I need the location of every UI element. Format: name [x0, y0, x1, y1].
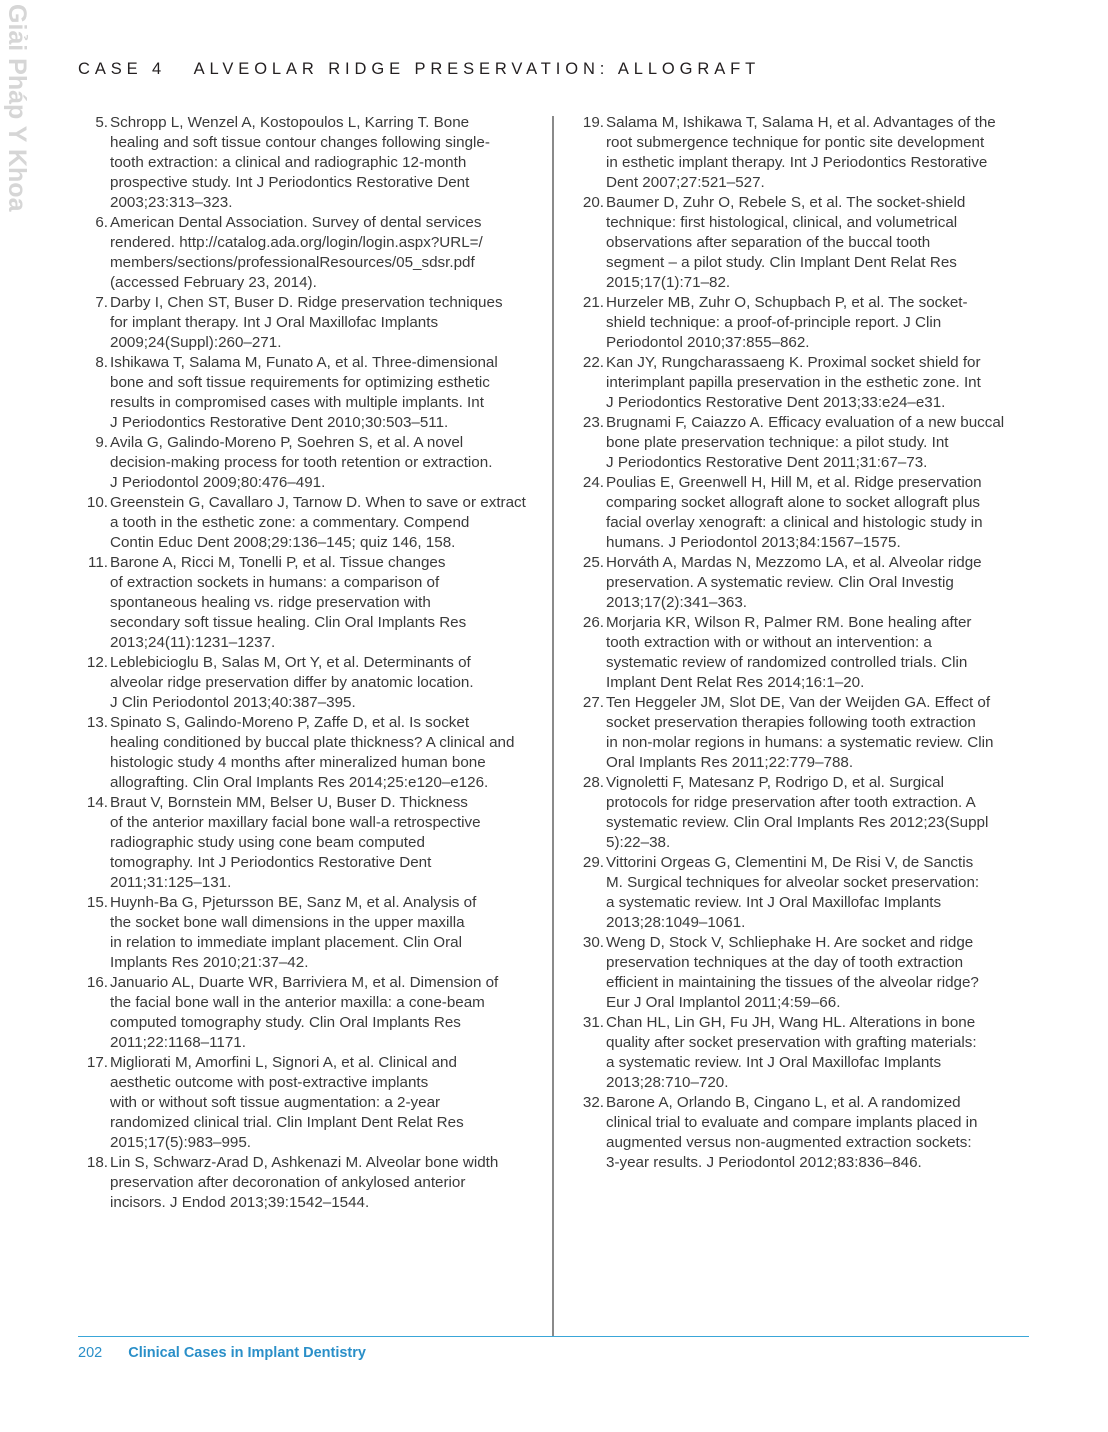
reference-item	[574, 1013, 1034, 1093]
reference-text: Greenstein G, Cavallaro J, Tarnow D. When to save or extract a tooth in the esthetic zone: a commentary. Compend Contin Educ Dent 2008;29:136–145; quiz 146, 158.	[110, 494, 526, 551]
reference-number: 31.	[582, 1014, 604, 1031]
reference-number: 32.	[582, 1094, 604, 1111]
reference-number: 12.	[86, 654, 108, 671]
reference-item	[78, 293, 540, 353]
reference-text: Januario AL, Duarte WR, Barriviera M, et al. Dimension of the facial bone wall in the anterior maxilla: a cone-beam computed tomography study. Clin Oral Implants Res 2011;22:1168–1171.	[110, 974, 499, 1051]
reference-item	[78, 113, 540, 213]
reference-number: 30.	[582, 934, 604, 951]
reference-text: Horváth A, Mardas N, Mezzomo LA, et al. Alveolar ridge preservation. A systematic review. Clin Oral Investig 2013;17(2):341–363.	[606, 554, 982, 611]
reference-number: 27.	[582, 694, 604, 711]
reference-text: Schropp L, Wenzel A, Kostopoulos L, Karring T. Bone healing and soft tissue contour changes following single- tooth extraction: a clinical and radiographic 12-month prospective study. Int J Periodontics Restorative Dent 2003;23:313–323.	[110, 114, 490, 211]
reference-item	[78, 493, 540, 553]
reference-number: 20.	[582, 194, 604, 211]
reference-number: 24.	[582, 474, 604, 491]
reference-item	[574, 193, 1034, 293]
reference-text: Leblebicioglu B, Salas M, Ort Y, et al. Determinants of alveolar ridge preservation differ by anatomic location. J Clin Periodontol 2013;40:387–395.	[110, 654, 474, 711]
running-head: CASE 4 ALVEOLAR RIDGE PRESERVATION: ALLOGRAFT	[78, 60, 761, 78]
reference-item	[574, 613, 1034, 693]
reference-item	[574, 113, 1034, 193]
reference-number: 26.	[582, 614, 604, 631]
reference-item	[78, 893, 540, 973]
reference-list-right	[574, 113, 1034, 1173]
reference-text: Morjaria KR, Wilson R, Palmer RM. Bone healing after tooth extraction with or without an intervention: a systematic review of randomized controlled trials. Clin Implant Dent Relat Res 2014;16:1–20.	[606, 614, 972, 691]
reference-item	[78, 653, 540, 713]
reference-number: 19.	[582, 114, 604, 131]
reference-number: 22.	[582, 354, 604, 371]
reference-list-left	[78, 113, 540, 1213]
page-footer	[78, 1345, 366, 1361]
reference-text: Huynh-Ba G, Pjetursson BE, Sanz M, et al. Analysis of the socket bone wall dimensions in the upper maxilla in relation to immediate implant placement. Clin Oral Implants Res 2010;21:37–42.	[110, 894, 477, 971]
reference-number: 10.	[86, 494, 108, 511]
reference-text: Baumer D, Zuhr O, Rebele S, et al. The socket-shield technique: first histological, clinical, and volumetrical observations after separation of the buccal tooth segment – a pilot study. Clin Implant Dent Relat Res 2015;17(1):71–82.	[606, 194, 966, 291]
reference-text: Vignoletti F, Matesanz P, Rodrigo D, et al. Surgical protocols for ridge preservation after tooth extraction. A systematic review. Clin Oral Implants Res 2012;23(Suppl 5):22–38.	[606, 774, 989, 851]
reference-number: 28.	[582, 774, 604, 791]
reference-text: Avila G, Galindo-Moreno P, Soehren S, et al. A novel decision-making process for tooth retention or extraction. J Periodontol 2009;80:476–491.	[110, 434, 493, 491]
reference-text: Brugnami F, Caiazzo A. Efficacy evaluation of a new buccal bone plate preservation technique: a pilot study. Int J Periodontics Restorative Dent 2011;31:67–73.	[606, 414, 1005, 471]
reference-item	[78, 553, 540, 653]
reference-number: 5.	[95, 114, 108, 131]
reference-number: 7.	[95, 294, 108, 311]
book-title: Clinical Cases in Implant Dentistry	[128, 1345, 366, 1361]
reference-text: Darby I, Chen ST, Buser D. Ridge preservation techniques for implant therapy. Int J Oral Maxillofac Implants 2009;24(Suppl):260–271.	[110, 294, 503, 351]
reference-item	[574, 553, 1034, 613]
reference-number: 16.	[86, 974, 108, 991]
reference-item	[574, 1093, 1034, 1173]
reference-number: 21.	[582, 294, 604, 311]
reference-text: Ishikawa T, Salama M, Funato A, et al. Three-dimensional bone and soft tissue requirements for optimizing esthetic results in compromised cases with multiple implants. Int J Periodontics Restorative Dent 2010;30:503–511.	[110, 354, 498, 431]
reference-number: 14.	[86, 794, 108, 811]
reference-item	[574, 933, 1034, 1013]
reference-item	[574, 353, 1034, 413]
page-number: 202	[78, 1345, 103, 1361]
reference-item	[78, 713, 540, 793]
reference-item	[574, 293, 1034, 353]
watermark-logo-text: Giải Pháp Y Khoa	[3, 4, 31, 212]
reference-item	[78, 1053, 540, 1153]
reference-text: Kan JY, Rungcharassaeng K. Proximal socket shield for interimplant papilla preservation in the esthetic zone. Int J Periodontics Restorative Dent 2013;33:e24–e31.	[606, 354, 981, 411]
reference-item	[78, 433, 540, 493]
reference-text: Braut V, Bornstein MM, Belser U, Buser D. Thickness of the anterior maxillary facial bone wall-a retrospective radiographic study using cone beam computed tomography. Int J Periodontics Restorative Dent 2011;31:125–131.	[110, 794, 481, 891]
reference-number: 6.	[95, 214, 108, 231]
reference-number: 25.	[582, 554, 604, 571]
reference-item	[574, 413, 1034, 473]
reference-number: 15.	[86, 894, 108, 911]
reference-number: 13.	[86, 714, 108, 731]
reference-text: Vittorini Orgeas G, Clementini M, De Risi V, de Sanctis M. Surgical techniques for alveolar socket preservation: a systematic review. Int J Oral Maxillofac Implants 2013;28:1049–1061.	[606, 854, 980, 931]
column-divider	[552, 116, 554, 1337]
reference-text: Hurzeler MB, Zuhr O, Schupbach P, et al. The socket- shield technique: a proof-of-principle report. J Clin Periodontol 2010;37:855–862.	[606, 294, 968, 351]
reference-number: 18.	[86, 1154, 108, 1171]
reference-text: Ten Heggeler JM, Slot DE, Van der Weijden GA. Effect of socket preservation therapies following tooth extraction in non-molar regions in humans: a systematic review. Clin Oral Implants Res 2011;22:779–788.	[606, 694, 994, 771]
reference-number: 8.	[95, 354, 108, 371]
reference-item	[574, 693, 1034, 773]
reference-item	[78, 973, 540, 1053]
reference-item	[574, 773, 1034, 853]
reference-number: 9.	[95, 434, 108, 451]
reference-text: Spinato S, Galindo-Moreno P, Zaffe D, et al. Is socket healing conditioned by buccal plate thickness? A clinical and histologic study 4 months after mineralized human bone allografting. Clin Oral Implants Res 2014;25:e120–e126.	[110, 714, 515, 791]
reference-item	[78, 353, 540, 433]
reference-item	[78, 213, 540, 293]
reference-text: American Dental Association. Survey of dental services rendered. http://catalog.ada.org/login/login.aspx?URL=/ members/sections/professionalResources/05_sdsr.pdf (accessed February 23, 2014).	[110, 214, 483, 291]
reference-text: Barone A, Ricci M, Tonelli P, et al. Tissue changes of extraction sockets in humans: a comparison of spontaneous healing vs. ridge preservation with secondary soft tissue healing. Clin Oral Implants Res 2013;24(11):1231–1237.	[110, 554, 467, 651]
reference-item	[574, 473, 1034, 553]
reference-text: Lin S, Schwarz-Arad D, Ashkenazi M. Alveolar bone width preservation after decoronation of ankylosed anterior incisors. J Endod 2013;39:1542–1544.	[110, 1154, 499, 1211]
reference-item	[574, 853, 1034, 933]
reference-number: 11.	[88, 554, 108, 571]
reference-text: Chan HL, Lin GH, Fu JH, Wang HL. Alterations in bone quality after socket preservation with grafting materials: a systematic review. Int J Oral Maxillofac Implants 2013;28:710–720.	[606, 1014, 977, 1091]
reference-number: 29.	[582, 854, 604, 871]
reference-item	[78, 1153, 540, 1213]
reference-text: Barone A, Orlando B, Cingano L, et al. A randomized clinical trial to evaluate and compare implants placed in augmented versus non-augmented extraction sockets: 3-year results. J Periodontol 2012;83:836–846.	[606, 1094, 978, 1171]
reference-text: Poulias E, Greenwell H, Hill M, et al. Ridge preservation comparing socket allograft alone to socket allograft plus facial overlay xenograft: a clinical and histologic study in humans. J Periodontol 2013;84:1567–1575.	[606, 474, 983, 551]
reference-text: Migliorati M, Amorfini L, Signori A, et al. Clinical and aesthetic outcome with post-extractive implants with or without soft tissue augmentation: a 2-year randomized clinical trial. Clin Implant Dent Relat Res 2015;17(5):983–995.	[110, 1054, 464, 1151]
reference-number: 17.	[86, 1054, 108, 1071]
reference-item	[78, 793, 540, 893]
reference-text: Weng D, Stock V, Schliephake H. Are socket and ridge preservation techniques at the day of tooth extraction efficient in maintaining the tissues of the alveolar ridge? Eur J Oral Implantol 2011;4:59–66.	[606, 934, 979, 1011]
reference-text: Salama M, Ishikawa T, Salama H, et al. Advantages of the root submergence technique for pontic site development in esthetic implant therapy. Int J Periodontics Restorative Dent 2007;27:521–527.	[606, 114, 996, 191]
footer-rule	[78, 1336, 1029, 1337]
reference-number: 23.	[582, 414, 604, 431]
